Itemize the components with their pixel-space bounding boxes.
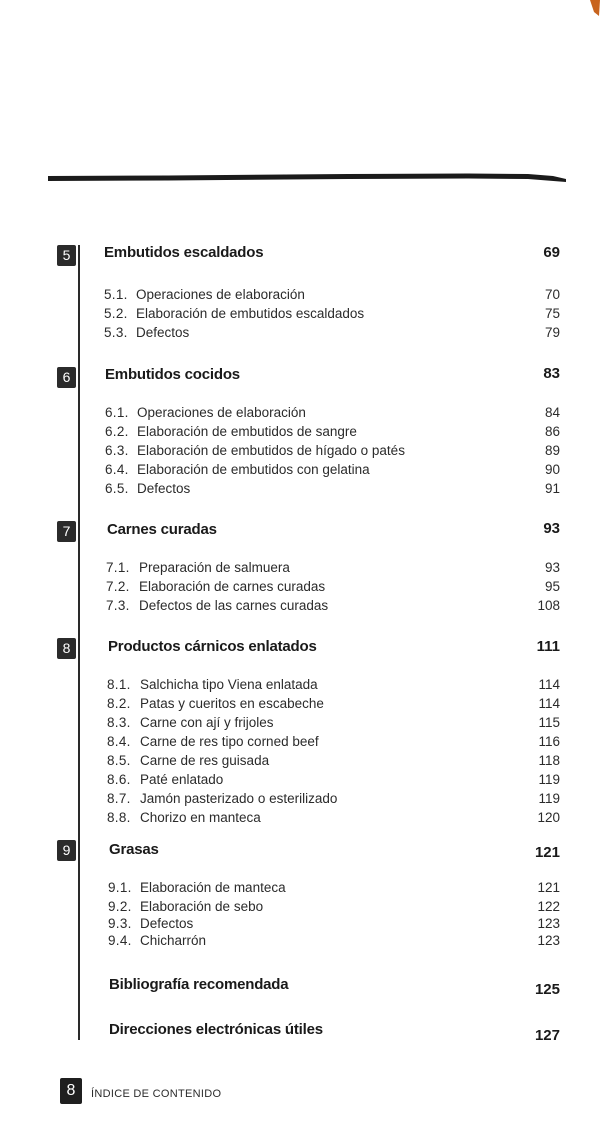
toc-item[interactable]	[0, 462, 600, 481]
item-number: 6.5.	[105, 481, 129, 496]
toc-item[interactable]	[0, 405, 600, 424]
item-number: 8.7.	[107, 791, 131, 806]
item-page: 91	[544, 481, 560, 496]
section-title[interactable]: Direcciones electrónicas útiles	[109, 1021, 323, 1038]
toc-item[interactable]	[0, 325, 600, 344]
item-page: 122	[537, 899, 560, 914]
item-number: 9.3.	[108, 916, 132, 931]
item-number: 9.4.	[108, 933, 132, 948]
item-text: Elaboración de manteca	[140, 880, 286, 895]
chapter-8-items	[0, 677, 600, 829]
item-page: 114	[538, 677, 560, 692]
item-page: 79	[544, 325, 560, 340]
chapter-number-badge: 5	[57, 245, 76, 266]
chapter-title[interactable]: Productos cárnicos enlatados	[108, 638, 317, 655]
item-page: 95	[544, 579, 560, 594]
toc-item[interactable]	[0, 734, 600, 753]
item-text: Defectos de las carnes curadas	[139, 598, 329, 613]
chapter-5-items	[0, 287, 600, 344]
item-number: 9.2.	[108, 899, 132, 914]
item-text: Elaboración de embutidos con gelatina	[137, 462, 370, 477]
top-rule	[48, 166, 566, 184]
item-text: Elaboración de embutidos escaldados	[136, 306, 365, 321]
toc-item[interactable]	[0, 598, 600, 617]
toc-item[interactable]	[0, 560, 600, 579]
item-page: 120	[537, 810, 560, 825]
toc-item[interactable]	[0, 810, 600, 829]
toc-item[interactable]	[0, 443, 600, 462]
item-text: Carne con ají y frijoles	[140, 715, 274, 730]
item-text: Operaciones de elaboración	[136, 287, 305, 302]
item-number: 6.2.	[105, 424, 129, 439]
item-number: 8.4.	[107, 734, 131, 749]
item-text: Salchicha tipo Viena enlatada	[140, 677, 318, 692]
chapter-page: 69	[543, 244, 560, 261]
item-text: Defectos	[137, 481, 191, 496]
toc-item[interactable]	[0, 696, 600, 715]
chapter-page: 121	[534, 844, 560, 861]
item-page: 108	[537, 598, 560, 613]
item-number: 9.1.	[108, 880, 132, 895]
toc-item[interactable]	[0, 306, 600, 325]
item-text: Elaboración de carnes curadas	[139, 579, 326, 594]
item-page: 116	[538, 734, 560, 749]
toc-item[interactable]	[0, 791, 600, 810]
item-text: Patas y cueritos en escabeche	[140, 696, 324, 711]
item-page: 123	[537, 916, 560, 931]
item-page: 119	[538, 772, 560, 787]
item-text: Defectos	[140, 916, 194, 931]
chapter-page: 83	[543, 365, 560, 382]
item-page: 70	[544, 287, 560, 302]
item-text: Chicharrón	[140, 933, 207, 948]
chapter-number-badge: 6	[57, 367, 76, 388]
item-text: Elaboración de sebo	[140, 899, 264, 914]
page-number-badge: 8	[60, 1078, 82, 1104]
item-page: 90	[544, 462, 560, 477]
item-text: Paté enlatado	[140, 772, 224, 787]
chapter-page: 93	[543, 520, 560, 537]
chapter-title[interactable]: Embutidos cocidos	[105, 366, 240, 383]
section-page: 125	[534, 981, 560, 998]
toc-item[interactable]	[0, 424, 600, 443]
item-number: 7.3.	[106, 598, 130, 613]
item-number: 8.5.	[107, 753, 131, 768]
item-text: Carne de res guisada	[140, 753, 270, 768]
toc-item[interactable]	[0, 772, 600, 791]
item-text: Chorizo en manteca	[140, 810, 261, 825]
item-text: Elaboración de embutidos de sangre	[137, 424, 357, 439]
chapter-title[interactable]: Grasas	[109, 841, 159, 858]
toc-item[interactable]	[0, 715, 600, 734]
chapter-6-items	[0, 405, 600, 500]
toc-item[interactable]	[0, 677, 600, 696]
item-number: 8.8.	[107, 810, 131, 825]
chapter-number-badge: 8	[57, 638, 76, 659]
chapter-title[interactable]: Carnes curadas	[107, 521, 217, 538]
chapter-7-items	[0, 560, 600, 617]
item-page: 75	[544, 306, 560, 321]
item-text: Elaboración de embutidos de hígado o patés	[137, 443, 405, 458]
chapter-number-badge: 7	[57, 521, 76, 542]
section-title[interactable]: Bibliografía recomendada	[109, 976, 289, 993]
toc-item[interactable]	[0, 933, 600, 952]
item-number: 6.3.	[105, 443, 129, 458]
chapter-9-items	[0, 880, 600, 952]
item-number: 6.4.	[105, 462, 129, 477]
item-page: 114	[538, 696, 560, 711]
item-number: 8.3.	[107, 715, 131, 730]
toc-item[interactable]	[0, 916, 600, 933]
item-page: 86	[544, 424, 560, 439]
toc-item[interactable]	[0, 287, 600, 306]
toc-item[interactable]	[0, 880, 600, 899]
chapter-page: 111	[536, 638, 560, 655]
item-page: 121	[537, 880, 560, 895]
chapter-title[interactable]: Embutidos escaldados	[104, 244, 264, 261]
item-number: 5.3.	[104, 325, 128, 340]
item-text: Defectos	[136, 325, 190, 340]
item-number: 8.6.	[107, 772, 131, 787]
toc-item[interactable]	[0, 579, 600, 598]
item-page: 119	[538, 791, 560, 806]
item-page: 93	[544, 560, 560, 575]
item-number: 7.1.	[106, 560, 130, 575]
toc-item[interactable]	[0, 753, 600, 772]
corner-mark	[588, 0, 600, 16]
item-page: 118	[538, 753, 560, 768]
item-page: 123	[537, 933, 560, 948]
item-page: 115	[538, 715, 560, 730]
item-page: 89	[544, 443, 560, 458]
item-text: Preparación de salmuera	[139, 560, 290, 575]
item-page: 84	[544, 405, 560, 420]
item-text: Jamón pasterizado o esterilizado	[140, 791, 338, 806]
section-page: 127	[534, 1027, 560, 1044]
item-number: 5.1.	[104, 287, 128, 302]
running-footer: ÍNDICE DE CONTENIDO	[91, 1088, 222, 1100]
chapter-number-badge: 9	[57, 840, 76, 861]
toc-item[interactable]	[0, 899, 600, 916]
item-number: 7.2.	[106, 579, 130, 594]
item-number: 6.1.	[105, 405, 129, 420]
item-text: Operaciones de elaboración	[137, 405, 306, 420]
item-text: Carne de res tipo corned beef	[140, 734, 319, 749]
item-number: 5.2.	[104, 306, 128, 321]
item-number: 8.2.	[107, 696, 131, 711]
item-number: 8.1.	[107, 677, 131, 692]
toc-item[interactable]	[0, 481, 600, 500]
